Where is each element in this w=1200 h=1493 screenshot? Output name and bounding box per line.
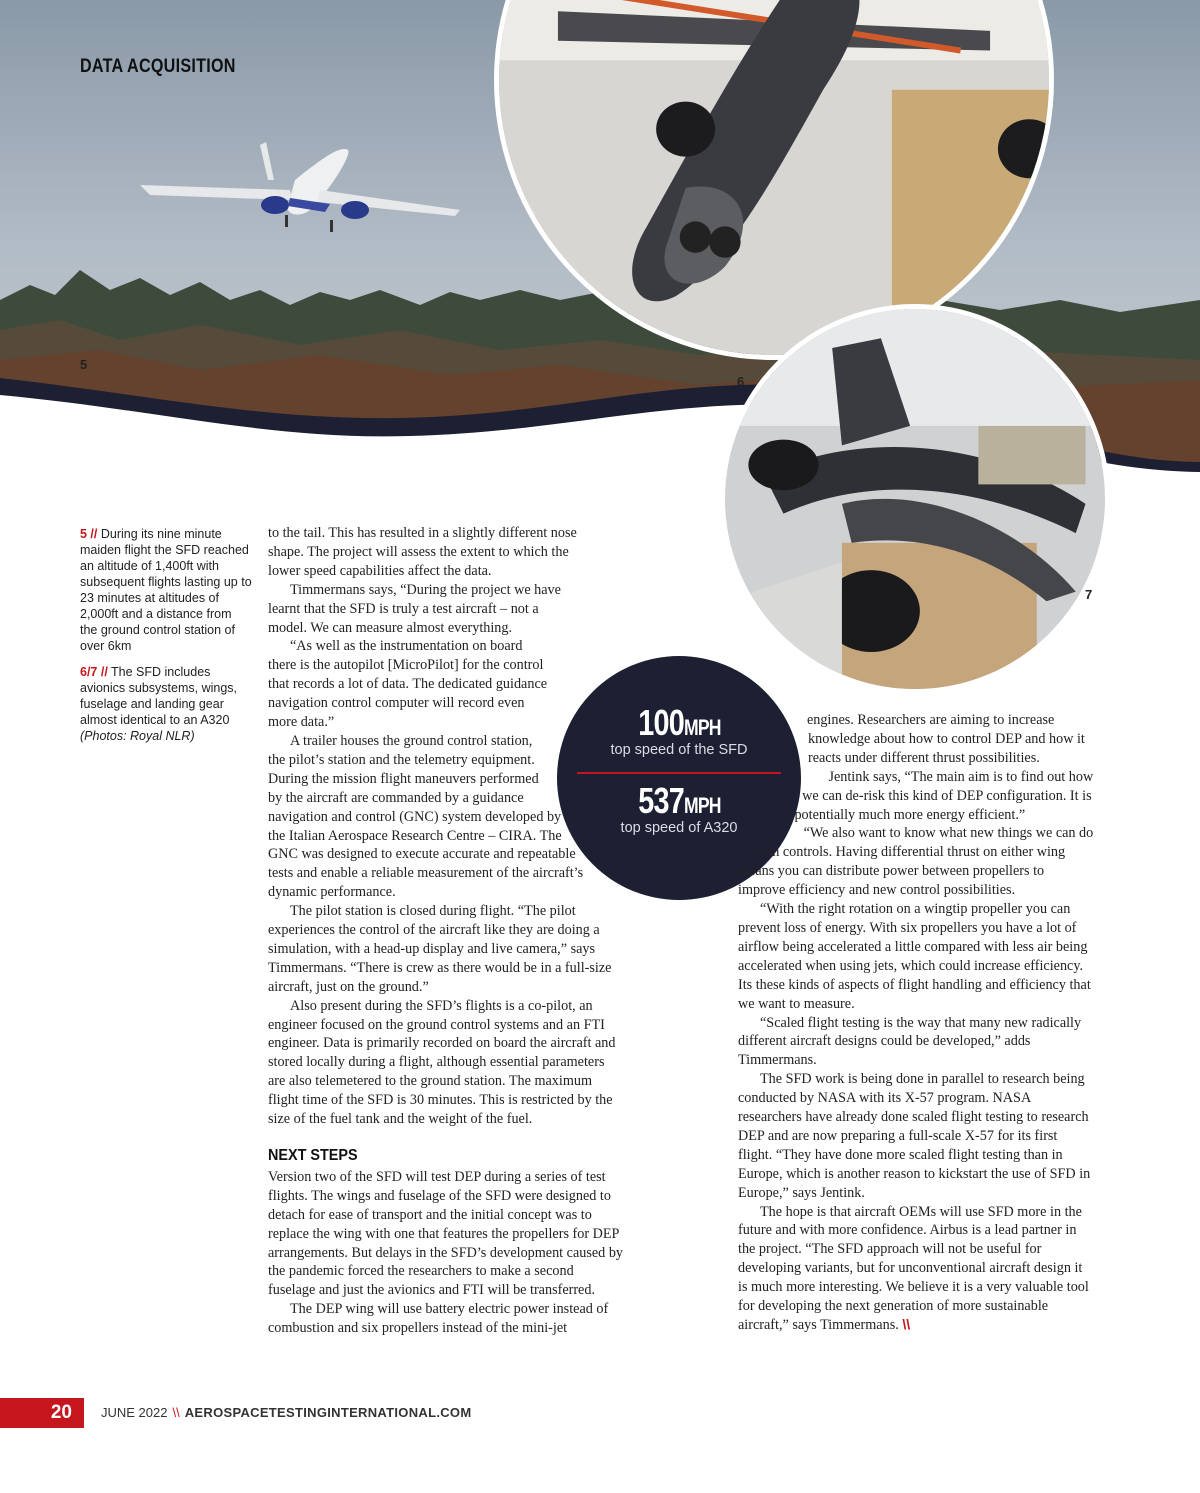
website-link[interactable]: AEROSPACETESTINGINTERNATIONAL.COM: [184, 1405, 472, 1420]
paragraph: Version two of the SFD will test DEP during a series of test flights. The wings and fuselage of the SFD were designed to detach for ease of transport and the initial concept was to replace the wing with one that features the propellers for DEP arrangements. But delays in the SFD’s development caused by the pandemic forced the researchers to make a second fuselage and just the avionics and FTI will be transferred.: [268, 1168, 624, 1299]
photo-credit: (Photos: Royal NLR): [80, 729, 195, 743]
caption-5-text: During its nine minute maiden flight the SFD reached an altitude of 1,400ft with subsequent flights lasting up to 23 minutes at altitudes of 2,000ft and a distance from the ground control station of over 6km: [80, 527, 252, 653]
paragraph: The pilot station is closed during flight. “The pilot experiences the control of the aircraft like they are doing a simulation, with a head-up display and live camera,” says Timmermans. “There is crew as there would be in a full-size aircraft, just on the ground.”: [268, 903, 612, 995]
page-number: 20: [0, 1398, 84, 1428]
article-column-2: [738, 711, 1094, 1335]
paragraph: Also present during the SFD’s flights is a co-pilot, an engineer focused on the ground control systems and an FTI engineer. Data is primarily recorded on board the aircraft and stored locally during a flight, although essential parameters are also telemetered to the ground station. The maximum flight time of the SFD is 30 minutes. This is restricted by the size of the fuel tank and the weight of the fuel.: [268, 997, 616, 1128]
caption-6-7-number: 6/7 //: [80, 665, 108, 679]
caption-5-number: 5 //: [80, 527, 98, 541]
paragraph: to the tail. This has resulted in a slightly different nose shape. The project will assess the extent to which the lower speed capabilities affect the data.: [268, 525, 577, 579]
stat-value: 100MPH: [637, 702, 721, 743]
end-mark: \\: [902, 1317, 911, 1333]
photo-number-7: 7: [1085, 587, 1093, 602]
stat-label: top speed of the SFD: [610, 742, 748, 758]
paragraph: “As well as the instrumentation on board there is the autopilot [MicroPilot] for the control that records a lot of data. The dedicated guidance navigation control computer will record even more data.”: [268, 638, 548, 731]
paragraph: “With the right rotation on a wingtip propeller you can prevent loss of energy. With six propellers you have a lot of airflow being accelerated a little compared with less air being accelerated when using jets, which could increase efficiency. Its these kinds of aspects of flight handling and efficiency that we want to measure.: [738, 901, 1091, 1012]
avionics-bay-photo: [725, 309, 1105, 689]
paragraph: The DEP wing will use battery electric power instead of combustion and six propellers instead of the mini-jet: [268, 1301, 609, 1337]
caption-5: [80, 526, 252, 654]
paragraph: A trailer houses the ground control station, the pilot’s station and the telemetry equipment. During the mission flight maneuvers performed by the aircraft are commanded by a guidance navigation and control (GNC) system developed by the Italian Aerospace Research Centre – CIRA. The GNC was designed to execute accurate and repeatable tests and enable a reliable measurement of the aircraft’s dynamic performance.: [268, 732, 584, 901]
stat-value: 537MPH: [637, 780, 721, 821]
caption-6-7: [80, 664, 252, 744]
stat-label: top speed of A320: [620, 820, 738, 836]
issue-date: JUNE 2022: [101, 1405, 168, 1420]
footer-separator: \\: [172, 1405, 180, 1420]
paragraph: The hope is that aircraft OEMs will use SFD more in the future and with more confidence. Airbus is a lead partner in the project. “The SFD approach will not be useful for developing variants, but for unconventional aircraft design it is much more interesting. We believe it is a very valuable tool for developing the next generation of more sustainable aircraft,” says Timmermans. \\: [738, 1203, 1089, 1333]
caption-6-7-text: The SFD includes avionics subsystems, wings, fuselage and landing gear almost identical to an A320: [80, 665, 238, 727]
section-label: DATA ACQUISITION: [80, 56, 236, 77]
article-column-1: [268, 524, 624, 1338]
paragraph: Timmermans says, “During the project we have learnt that the SFD is truly a test aircraft – not a model. We can measure almost everything.: [268, 581, 561, 636]
paragraph: engines. Researchers are aiming to increase knowledge about how to control DEP and how it reacts under different thrust possibilities.: [806, 712, 1085, 766]
photo-number-6: 6: [737, 374, 745, 389]
photo-number-5: 5: [80, 357, 88, 372]
paragraph: “Scaled flight testing is the way that many new radically different aircraft designs could be developed,” adds Timmermans.: [738, 1014, 1082, 1069]
paragraph: “We also want to know what new things we can do with controls. Having differential thrust on either wing means you can distribute power between propellers to improve efficiency and new control possibilities.: [738, 825, 1094, 899]
photo-captions: [80, 526, 252, 754]
photo-7-circle: [720, 304, 1110, 694]
page-footer: [0, 1398, 1200, 1428]
paragraph: The SFD work is being done in parallel to research being conducted by NASA with its X-57 program. NASA researchers have already done scaled flight testing to research DEP and are now preparing a full-scale X-57 for its first flight. “They have done more scaled flight testing than in Europe, which is another reason to kickstart the use of SFD in Europe,” says Jentink.: [738, 1071, 1091, 1201]
section-heading: NEXT STEPS: [268, 1147, 358, 1164]
footer-text: [101, 1398, 471, 1428]
paragraph: Jentink says, “The main aim is to find out how we can de-risk this kind of DEP configuration. It is potentially much more energy efficient.”: [794, 768, 1094, 823]
